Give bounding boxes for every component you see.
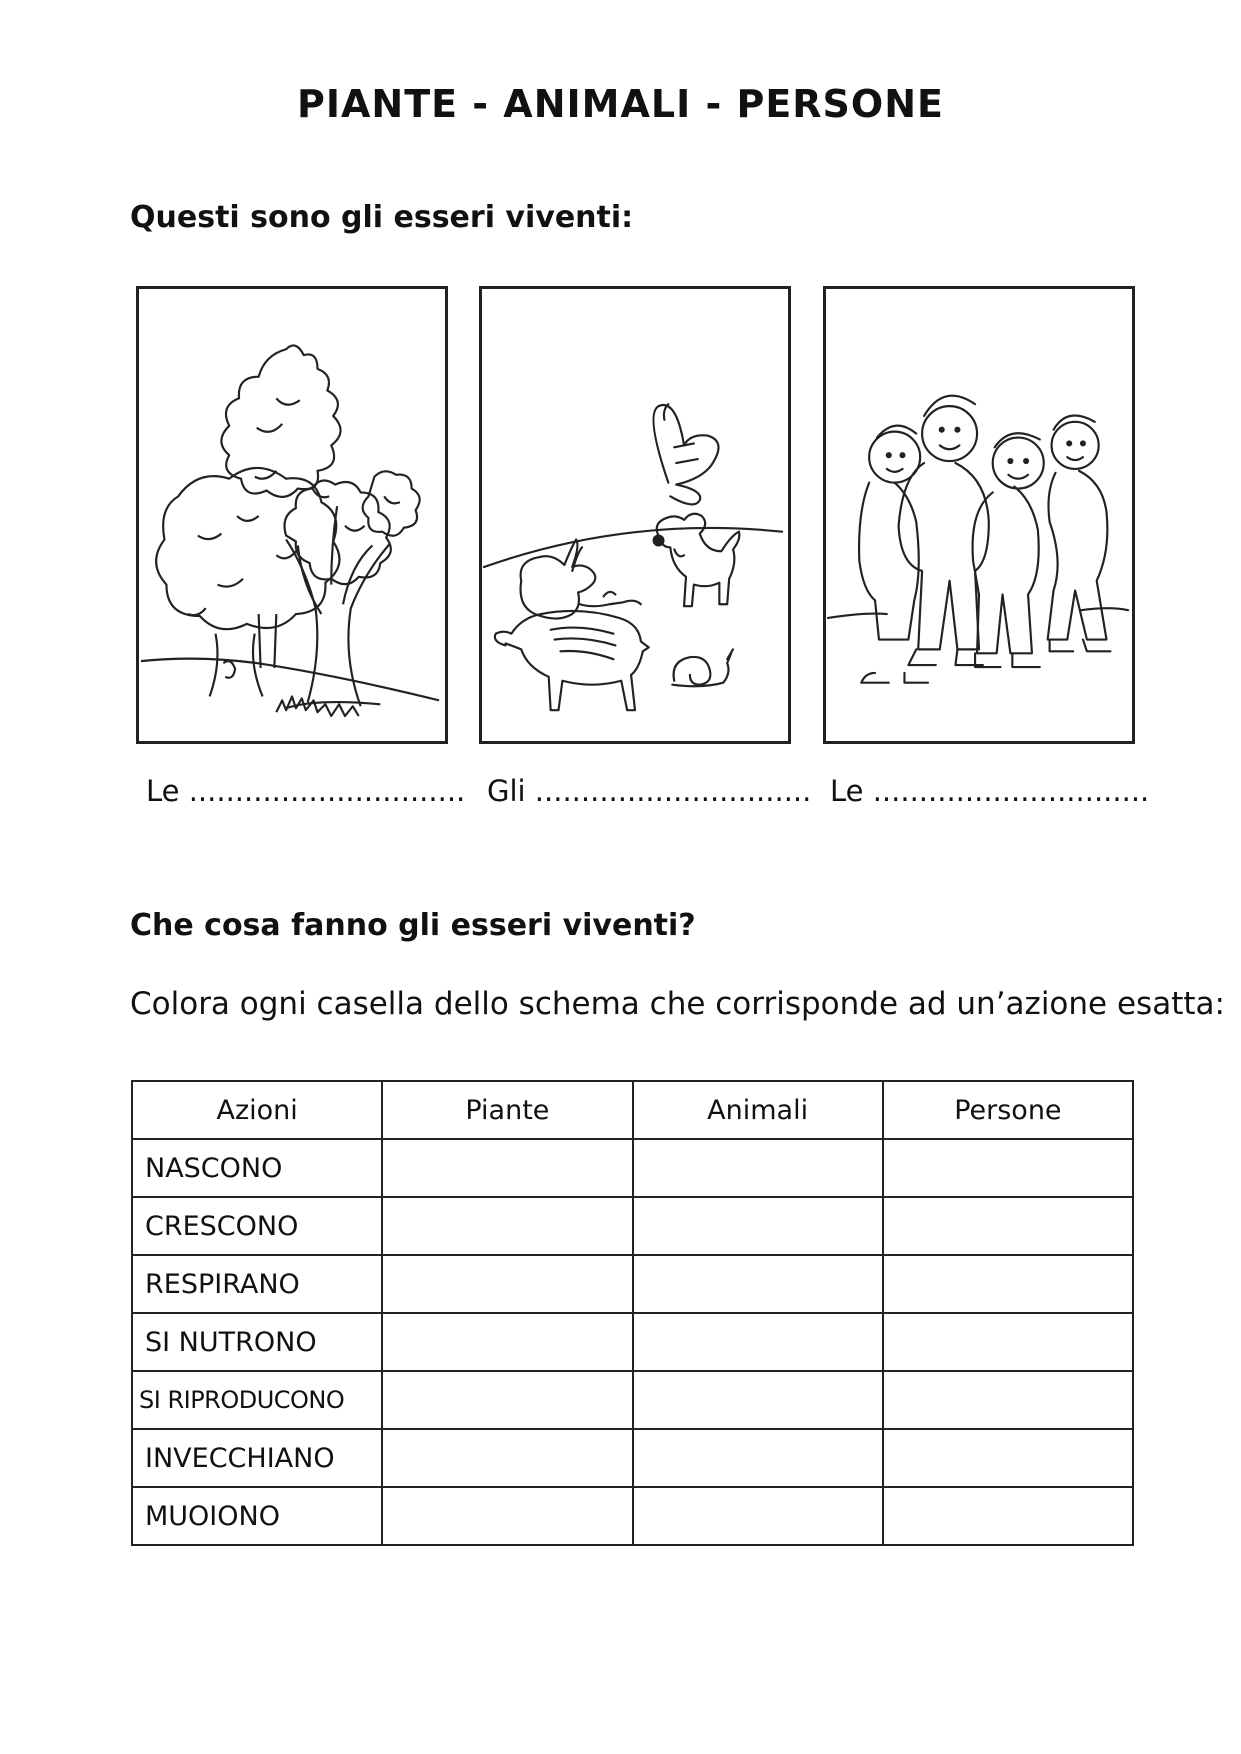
people-drawing — [826, 289, 1132, 741]
cell-piante[interactable] — [382, 1255, 632, 1313]
caption-people-blank: Le .............................. — [830, 774, 1150, 808]
cell-piante[interactable] — [382, 1371, 632, 1429]
cell-persone[interactable] — [883, 1487, 1133, 1545]
page-title: PIANTE - ANIMALI - PERSONE — [297, 82, 944, 126]
person-icon — [1048, 416, 1111, 652]
cell-animali[interactable] — [633, 1197, 883, 1255]
cell-persone[interactable] — [883, 1371, 1133, 1429]
header-piante: Piante — [382, 1081, 632, 1139]
action-label: MUOIONO — [132, 1487, 382, 1545]
section-heading-living-beings: Questi sono gli esseri viventi: — [130, 200, 634, 235]
table-row — [132, 1197, 1133, 1255]
cell-piante[interactable] — [382, 1429, 632, 1487]
table-row — [132, 1429, 1133, 1487]
action-label: INVECCHIANO — [132, 1429, 382, 1487]
cell-persone[interactable] — [883, 1255, 1133, 1313]
actions-table — [131, 1080, 1134, 1546]
trees-illustration — [136, 286, 448, 744]
animals-illustration — [479, 286, 791, 744]
table-row — [132, 1371, 1133, 1429]
snail-icon — [672, 649, 733, 686]
table-row — [132, 1487, 1133, 1545]
header-azioni: Azioni — [132, 1081, 382, 1139]
header-animali: Animali — [633, 1081, 883, 1139]
boar-icon — [495, 611, 649, 710]
cell-persone[interactable] — [883, 1197, 1133, 1255]
action-label: RESPIRANO — [132, 1255, 382, 1313]
table-row — [132, 1313, 1133, 1371]
cell-piante[interactable] — [382, 1313, 632, 1371]
cell-animali[interactable] — [633, 1255, 883, 1313]
person-icon — [899, 396, 989, 665]
header-persone: Persone — [883, 1081, 1133, 1139]
cell-animali[interactable] — [633, 1429, 883, 1487]
cell-animali[interactable] — [633, 1371, 883, 1429]
cell-persone[interactable] — [883, 1313, 1133, 1371]
cell-persone[interactable] — [883, 1139, 1133, 1197]
caption-plants-blank: Le .............................. — [146, 774, 466, 808]
caption-animals-blank: Gli .............................. — [487, 774, 812, 808]
cell-animali[interactable] — [633, 1139, 883, 1197]
cell-piante[interactable] — [382, 1139, 632, 1197]
people-illustration — [823, 286, 1135, 744]
trees-drawing — [139, 289, 445, 741]
cell-persone[interactable] — [883, 1429, 1133, 1487]
action-label: CRESCONO — [132, 1197, 382, 1255]
section-heading-actions: Che cosa fanno gli esseri viventi? — [130, 908, 696, 943]
butterfly-icon — [653, 404, 718, 504]
action-label: NASCONO — [132, 1139, 382, 1197]
table-row — [132, 1255, 1133, 1313]
action-label: SI RIPRODUCONO — [132, 1371, 382, 1429]
action-label: SI NUTRONO — [132, 1313, 382, 1371]
person-icon — [973, 433, 1044, 667]
instruction-text: Colora ogni casella dello schema che corrisponde ad un’azione esatta: — [130, 986, 1225, 1022]
rabbit-icon — [521, 540, 641, 619]
table-header-row — [132, 1081, 1133, 1139]
cell-piante[interactable] — [382, 1197, 632, 1255]
cell-piante[interactable] — [382, 1487, 632, 1545]
cell-animali[interactable] — [633, 1313, 883, 1371]
cell-animali[interactable] — [633, 1487, 883, 1545]
animals-drawing — [482, 289, 788, 741]
table-row — [132, 1139, 1133, 1197]
